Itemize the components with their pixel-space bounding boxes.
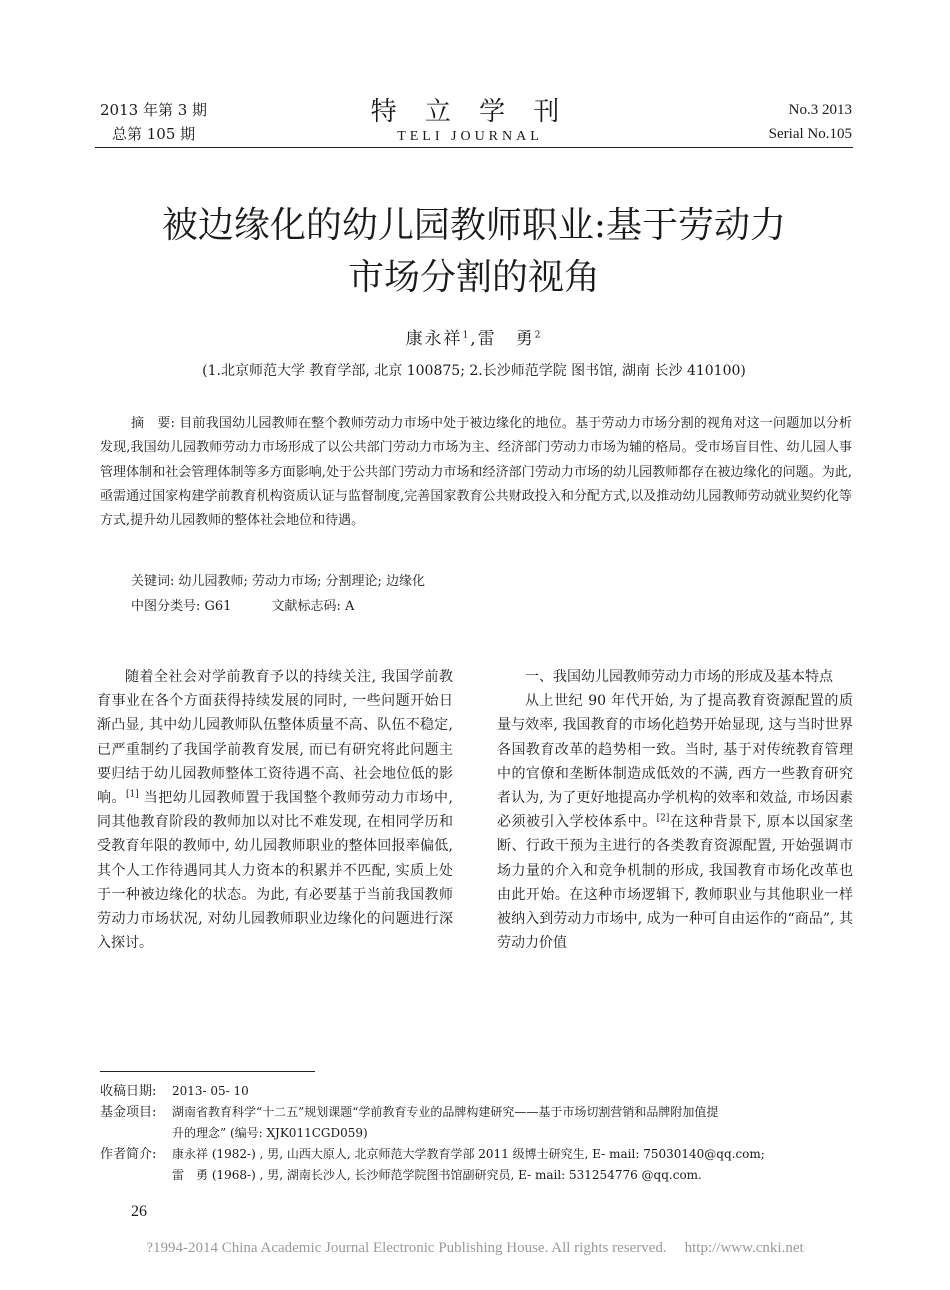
abstract: 摘 要: 目前我国幼儿园教师在整个教师劳动力市场中处于被边缘化的地位。基于劳动力市场分割的视角对这一问题加以分析发现,我国幼儿园教师劳动力市场形成了以公共部门劳动力市场为主、经济部门劳动力市场为辅的格局。受市场盲目性、幼儿园人事管理体制和社会管理体制等多方面影响,处于公共部门劳动力市场和经济部门劳动力市场的幼儿园教师都存在被边缘化的问题。为此,亟需通过国家构建学前教育机构资质认证与监督制度,完善国家教育公共财政投入和分配方式,以及推动幼儿园教师劳动就业契约化等方式,提升幼儿园教师的整体社会地位和待遇。 [100,416,852,529]
author-bio-line-1: 康永祥 (1982-) , 男, 山西大原人, 北京师范大学教育学部 2011 级博士研究生, E- mail: 75030140@qq.com; [172,1147,765,1161]
title-line-1: 被边缘化的幼儿园教师职业:基于劳动力 [161,205,787,246]
citation-2[interactable]: [2] [656,813,670,824]
author-bio-value [172,1144,852,1186]
article-title [95,200,853,304]
author-2-affil-mark: 2 [534,330,543,341]
issue-en: No.3 2013 [788,102,852,118]
fund-label: 基金项目: [100,1105,157,1120]
section-1-text-a: 从上世纪 90 年代开始, 为了提高教育资源配置的质量与效率, 我国教育的市场化趋势开始显现, 这与当时世界各国教育改革的趋势相一致。当时, 基于对传统教育管理中的官僚和垄断体制造成低效的不满, 西方一些教育研究者认为, 为了更好地提高办学机构的效率和效益, 市场因素必须被引入学校体系中。 [497,693,853,831]
serial-en: Serial No.105 [768,126,852,142]
fund-line-1: 湖南省教育科学“十二五”规划课题“学前教育专业的品牌构建研究——基于市场切割营销和品牌附加值提 [172,1105,719,1119]
section-1-paragraph [497,689,853,955]
body-column-left [97,665,453,955]
author-1-affil-mark: 1 [462,330,471,341]
journal-title [360,96,580,146]
citation-1[interactable]: [1] [126,789,139,800]
author-2: 雷 勇 [477,329,535,349]
fund-line-2: 升的理念” (编号: XJK011CGD059) [172,1126,368,1140]
received-label: 收稿日期: [100,1084,157,1099]
keywords: 关键词: 幼儿园教师; 劳动力市场; 分割理论; 边缘化 [131,574,426,589]
footnote-rule [100,1071,315,1072]
fund-value [172,1102,852,1144]
header-issue-info-en [769,98,852,146]
authors [95,324,853,349]
fund-info [100,1102,852,1144]
author-bio-line-2: 雷 勇 (1968-) , 男, 湖南长沙人, 长沙师范学院图书馆副研究员, E- mail: 531254776 @qq.com. [172,1168,702,1182]
intro-text-b: 当把幼儿园教师置于我国整个教师劳动力市场中, 同其他教育阶段的教师加以对比不难发现, 在相同学历和受教育年限的教师中, 幼儿园教师职业的整体回报率偏低, 其个人工作待遇同其人力资本的积累并不匹配, 实质上处于一种被边缘化的状态。为此, 有必要基于当前我国教师劳动力市场状况, 对幼儿园教师职业边缘化的问题进行深入探讨。 [97,790,453,952]
intro-text-a: 随着全社会对学前教育予以的持续关注, 我国学前教育事业在各个方面获得持续发展的同时, 一些问题开始日渐凸显, 其中幼儿园教师队伍整体质量不高、队伍不稳定, 已严重制约了我国学前教育发展, 而已有研究将此问题主要归结于幼儿园教师整体工资待遇不高、社会地位低的影响。 [97,669,453,807]
affiliations: (1.北京师范大学 教育学部, 北京 100875; 2.长沙师范学院 图书馆, 湖南 长沙 410100) [202,363,746,379]
copyright-footer [0,1240,950,1257]
author-bio-label: 作者简介: [100,1147,157,1162]
document-code: 文献标志码: A [271,599,355,614]
serial-cn: 总第 105 期 [112,125,196,143]
classification [131,595,354,619]
author-separator: , [470,329,478,349]
journal-title-cn: 特 立 学 刊 [370,97,570,127]
header-rule [95,147,853,148]
intro-paragraph [97,665,453,955]
received-date [100,1081,852,1102]
title-line-2: 市场分割的视角 [347,257,600,298]
footnotes [100,1081,852,1186]
copyright-url[interactable]: http://www.cnki.net [684,1240,804,1256]
copyright-text: ?1994-2014 China Academic Journal Electronic Publishing House. All rights reserved. [146,1240,667,1256]
header-issue-info [100,98,207,146]
received-value: 2013- 05- 10 [172,1084,249,1098]
body-column-right [497,665,853,955]
author-1: 康永祥 [405,329,463,349]
section-1-text-b: 在这种背景下, 原本以国家垄断、行政干预为主进行的各类教育资源配置, 开始强调市场力量的介入和竞争机制的形成, 我国教育市场化改革也由此开始。在这种市场逻辑下, 教师职业与其他职业一样被纳入到劳动力市场中, 成为一种可自由运作的“商品”, 其劳动力价值 [497,814,854,952]
journal-title-en: TELI JOURNAL [397,129,543,144]
issue-cn: 2013 年第 3 期 [100,101,208,119]
author-bio [100,1144,852,1186]
clc-number: 中图分类号: G61 [131,599,232,614]
section-heading-1: 一、我国幼儿园教师劳动力市场的形成及基本特点 [525,669,833,685]
page-number: 26 [131,1203,147,1220]
